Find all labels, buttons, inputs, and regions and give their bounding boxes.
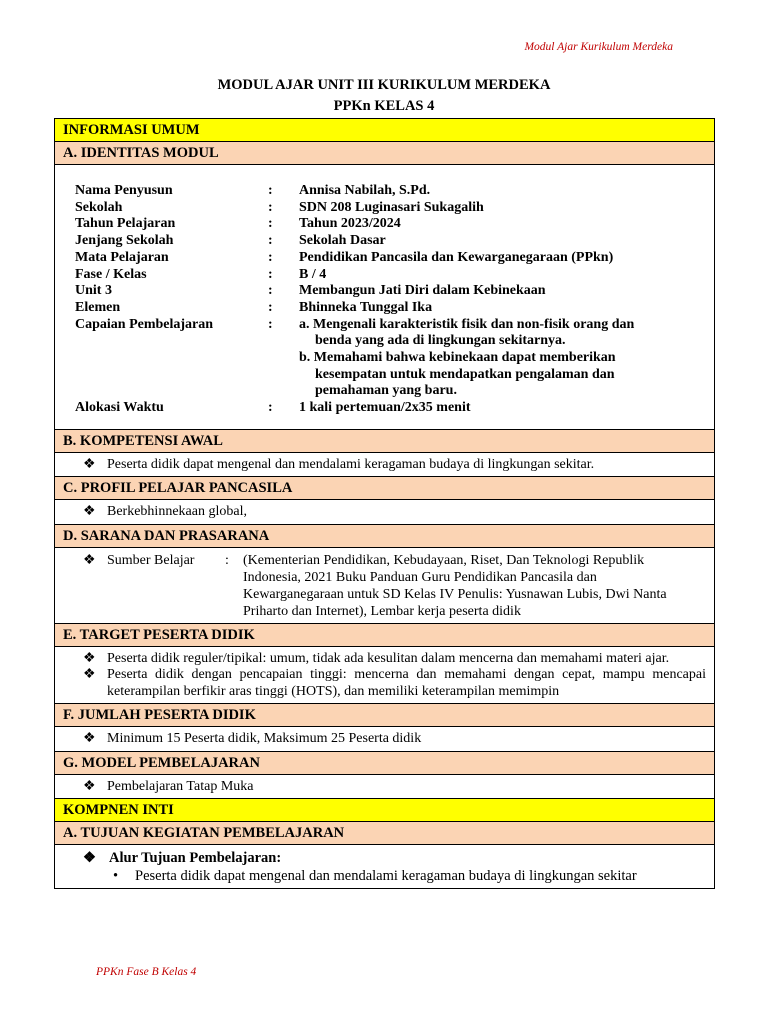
profil-pelajar-body xyxy=(55,500,715,525)
diamond-bullet-icon: ❖ xyxy=(83,650,96,666)
capaian-label: Capaian Pembelajaran xyxy=(75,316,214,332)
identitas-label: Unit 3 xyxy=(75,283,112,299)
identitas-label: Elemen xyxy=(75,299,121,315)
capaian-b: b. Memahami bahwa kebinekaan dapat memberikan kesempatan untuk mendapatkan pengalaman dan pemahaman yang baru. xyxy=(299,350,616,399)
profil-item: Berkebhinnekaan global, xyxy=(107,504,247,520)
identitas-value: Tahun 2023/2024 xyxy=(299,216,401,232)
identitas-row xyxy=(75,283,714,300)
alur-tujuan-label: Alur Tujuan Pembelajaran: xyxy=(109,850,282,867)
list-item xyxy=(63,504,714,521)
identitas-value: Membangun Jati Diri dalam Kebinekaan xyxy=(299,283,546,299)
heading-kompetensi-awal: B. KOMPETENSI AWAL xyxy=(55,429,715,452)
tujuan-kegiatan-body xyxy=(55,845,715,889)
alokasi-label: Alokasi Waktu xyxy=(75,400,164,416)
kompetensi-awal-body xyxy=(55,452,715,477)
list-item xyxy=(63,779,714,796)
identitas-colon: : xyxy=(268,216,273,232)
heading-tujuan-kegiatan: A. TUJUAN KEGIATAN PEMBELAJARAN xyxy=(55,822,715,845)
heading-identitas-modul: A. IDENTITAS MODUL xyxy=(55,142,715,165)
diamond-bullet-icon: ❖ xyxy=(83,731,96,747)
identitas-value: Pendidikan Pancasila dan Kewarganegaraan (PPkn) xyxy=(299,249,614,265)
diamond-bullet-icon: ❖ xyxy=(83,456,96,472)
alokasi-value: 1 kali pertemuan/2x35 menit xyxy=(299,400,471,416)
list-item xyxy=(63,651,714,668)
identitas-row xyxy=(75,216,714,233)
identitas-value: Bhinneka Tunggal Ika xyxy=(299,299,433,315)
diamond-bullet-icon: ❖ xyxy=(83,504,96,520)
list-item xyxy=(63,457,714,474)
list-item xyxy=(63,667,714,700)
target-item-2: Peserta didik dengan pencapaian tinggi: mencerna dan memahami dengan cepat, mampu mencapai keterampilan berfikir aras tinggi (HOTS), dan memiliki keterampilan memimpin xyxy=(107,667,706,699)
identitas-label: Tahun Pelajaran xyxy=(75,216,176,232)
identitas-value: Annisa Nabilah, S.Pd. xyxy=(299,183,431,198)
identitas-colon: : xyxy=(268,233,273,249)
identitas-row xyxy=(75,300,714,317)
identitas-row xyxy=(75,233,714,250)
diamond-bullet-icon: ❖ xyxy=(83,850,96,867)
identitas-label: Sekolah xyxy=(75,199,123,215)
list-item xyxy=(63,731,714,748)
identitas-row xyxy=(75,250,714,267)
document-subtitle: PPKn KELAS 4 xyxy=(333,98,435,114)
identitas-label: Jenjang Sekolah xyxy=(75,233,174,249)
jumlah-item: Minimum 15 Peserta didik, Maksimum 25 Peserta didik xyxy=(107,731,422,747)
target-peserta-body xyxy=(55,646,715,704)
section-komponen-inti: KOMPNEN INTI xyxy=(55,799,715,822)
identitas-colon: : xyxy=(268,299,273,315)
diamond-bullet-icon: ❖ xyxy=(83,552,96,568)
kompetensi-item: Peserta didik dapat mengenal dan mendalami keragaman budaya di lingkungan sekitar. xyxy=(107,456,595,472)
heading-jumlah-peserta: F. JUMLAH PESERTA DIDIK xyxy=(55,704,715,727)
heading-sarana-prasarana: D. SARANA DAN PRASARANA xyxy=(55,524,715,547)
identitas-colon: : xyxy=(268,266,273,282)
capaian-row xyxy=(75,317,714,401)
heading-target-peserta: E. TARGET PESERTA DIDIK xyxy=(55,623,715,646)
identitas-colon: : xyxy=(268,283,273,299)
sarana-prasarana-body xyxy=(55,547,715,623)
list-item xyxy=(63,849,714,867)
model-pembelajaran-body xyxy=(55,774,715,799)
sumber-belajar-value: (Kementerian Pendidikan, Kebudayaan, Riset, Dan Teknologi Republik Indonesia, 2021 Buku Panduan Guru Pendidikan Pancasila dan Kewarganegaraan untuk SD Kelas IV Penulis: Yusnawan Lubis, Dwi Nanta Priharto dan Internet), Lembar kerja peserta didik xyxy=(243,552,667,619)
identitas-value: B / 4 xyxy=(299,266,327,282)
identitas-row xyxy=(75,183,714,200)
identitas-colon: : xyxy=(268,183,273,198)
identitas-value: Sekolah Dasar xyxy=(299,233,386,249)
module-table xyxy=(54,118,715,889)
alokasi-colon: : xyxy=(268,400,273,416)
identitas-row xyxy=(75,200,714,217)
document-title: MODUL AJAR UNIT III KURIKULUM MERDEKA xyxy=(217,77,551,93)
diamond-bullet-icon: ❖ xyxy=(83,667,96,683)
sumber-belajar-label: Sumber Belajar xyxy=(107,552,195,568)
sumber-belajar-colon: : xyxy=(225,552,229,568)
identitas-row xyxy=(75,267,714,284)
list-item xyxy=(63,552,714,620)
page-footer-note: PPKn Fase B Kelas 4 xyxy=(96,966,197,978)
tujuan-item: Peserta didik dapat mengenal dan mendalami keragaman budaya di lingkungan sekitar xyxy=(135,868,637,885)
diamond-bullet-icon: ❖ xyxy=(83,778,96,794)
heading-model-pembelajaran: G. MODEL PEMBELAJARAN xyxy=(55,751,715,774)
model-item: Pembelajaran Tatap Muka xyxy=(107,778,254,794)
identitas-label: Nama Penyusun xyxy=(75,183,173,198)
page-header-note: Modul Ajar Kurikulum Merdeka xyxy=(524,41,673,53)
capaian-colon: : xyxy=(268,316,273,332)
alokasi-row xyxy=(75,400,714,417)
jumlah-peserta-body xyxy=(55,727,715,752)
identitas-value: SDN 208 Luginasari Sukagalih xyxy=(299,199,484,215)
heading-profil-pelajar: C. PROFIL PELAJAR PANCASILA xyxy=(55,477,715,500)
target-item-1: Peserta didik reguler/tipikal: umum, tidak ada kesulitan dalam mencerna dan memahami materi ajar. xyxy=(107,650,670,666)
identitas-modul-body xyxy=(55,165,715,430)
capaian-a: a. Mengenali karakteristik fisik dan non-fisik orang dan benda yang ada di lingkungan sekitarnya. xyxy=(299,316,635,349)
identitas-label: Fase / Kelas xyxy=(75,266,147,282)
identitas-colon: : xyxy=(268,199,273,215)
section-informasi-umum: INFORMASI UMUM xyxy=(55,119,715,142)
dot-bullet-icon: • xyxy=(113,868,119,885)
identitas-colon: : xyxy=(268,249,273,265)
list-item xyxy=(63,867,714,885)
identitas-label: Mata Pelajaran xyxy=(75,249,169,265)
